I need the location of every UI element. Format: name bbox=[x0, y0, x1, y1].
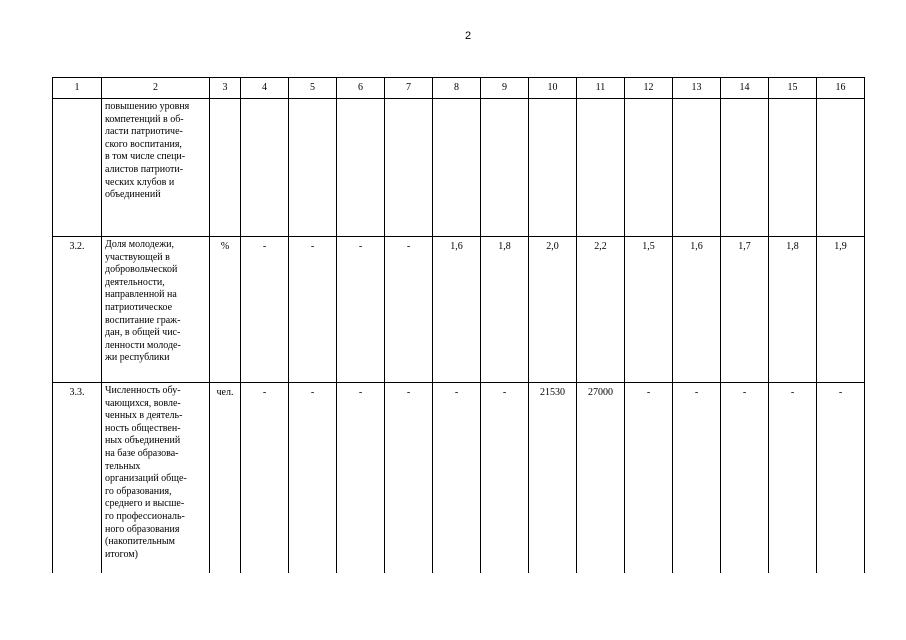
value-cell: - bbox=[433, 383, 481, 573]
unit-cell: чел. bbox=[210, 383, 241, 573]
column-header: 1 bbox=[53, 78, 102, 99]
table-row bbox=[53, 99, 865, 237]
value-cell: - bbox=[673, 383, 721, 573]
column-header: 4 bbox=[241, 78, 289, 99]
row-number-cell: 3.3. bbox=[53, 383, 102, 573]
value-cell: 2,2 bbox=[577, 237, 625, 383]
column-header: 15 bbox=[769, 78, 817, 99]
value-cell: 27000 bbox=[577, 383, 625, 573]
value-cell: 1,8 bbox=[769, 237, 817, 383]
value-cell: 1,6 bbox=[433, 237, 481, 383]
value-cell: - bbox=[625, 383, 673, 573]
value-cell bbox=[241, 99, 289, 237]
value-cell: - bbox=[385, 383, 433, 573]
row-number-cell bbox=[53, 99, 102, 237]
value-cell bbox=[385, 99, 433, 237]
indicator-name-cell: повышению уровня компетенций в об- ласти патриотиче- ского воспитания, в том числе специ- алистов патриоти- ческих клубов и объединений bbox=[102, 99, 210, 237]
unit-cell: % bbox=[210, 237, 241, 383]
value-cell: 1,7 bbox=[721, 237, 769, 383]
column-header: 10 bbox=[529, 78, 577, 99]
column-header: 11 bbox=[577, 78, 625, 99]
value-cell bbox=[817, 99, 865, 237]
value-cell: 1,8 bbox=[481, 237, 529, 383]
column-header: 2 bbox=[102, 78, 210, 99]
column-header: 6 bbox=[337, 78, 385, 99]
column-header: 8 bbox=[433, 78, 481, 99]
value-cell: - bbox=[481, 383, 529, 573]
value-cell bbox=[769, 99, 817, 237]
value-cell bbox=[337, 99, 385, 237]
value-cell: - bbox=[241, 383, 289, 573]
value-cell bbox=[289, 99, 337, 237]
value-cell: - bbox=[385, 237, 433, 383]
table-row bbox=[53, 237, 865, 383]
value-cell: - bbox=[337, 383, 385, 573]
value-cell: - bbox=[289, 237, 337, 383]
value-cell bbox=[577, 99, 625, 237]
page-number: 2 bbox=[464, 30, 472, 42]
column-header: 5 bbox=[289, 78, 337, 99]
value-cell: - bbox=[769, 383, 817, 573]
value-cell: - bbox=[817, 383, 865, 573]
value-cell bbox=[433, 99, 481, 237]
table-header-row bbox=[53, 78, 865, 99]
indicator-name-cell: Доля молодежи, участвующей в добровольческой деятельности, направленной на патриотическое воспитание граж- дан, в общей чис- ленности молоде- жи республики bbox=[102, 237, 210, 383]
indicators-table bbox=[52, 77, 865, 573]
value-cell: 1,6 bbox=[673, 237, 721, 383]
column-header: 14 bbox=[721, 78, 769, 99]
column-header: 3 bbox=[210, 78, 241, 99]
value-cell: - bbox=[721, 383, 769, 573]
value-cell bbox=[721, 99, 769, 237]
row-number-cell: 3.2. bbox=[53, 237, 102, 383]
value-cell: - bbox=[337, 237, 385, 383]
value-cell bbox=[529, 99, 577, 237]
value-cell: - bbox=[241, 237, 289, 383]
value-cell bbox=[481, 99, 529, 237]
value-cell: 21530 bbox=[529, 383, 577, 573]
column-header: 16 bbox=[817, 78, 865, 99]
value-cell bbox=[625, 99, 673, 237]
value-cell: 1,5 bbox=[625, 237, 673, 383]
value-cell bbox=[673, 99, 721, 237]
value-cell: 2,0 bbox=[529, 237, 577, 383]
indicator-name-cell: Численность обу- чающихся, вовле- ченных в деятель- ность обществен- ных объединений на базе образова- тельных организаций обще- го образования, среднего и высше- го профессиональ- ного образования (накопительным итогом) bbox=[102, 383, 210, 573]
table-row bbox=[53, 383, 865, 573]
value-cell: 1,9 bbox=[817, 237, 865, 383]
value-cell: - bbox=[289, 383, 337, 573]
column-header: 13 bbox=[673, 78, 721, 99]
column-header: 9 bbox=[481, 78, 529, 99]
unit-cell bbox=[210, 99, 241, 237]
column-header: 12 bbox=[625, 78, 673, 99]
column-header: 7 bbox=[385, 78, 433, 99]
